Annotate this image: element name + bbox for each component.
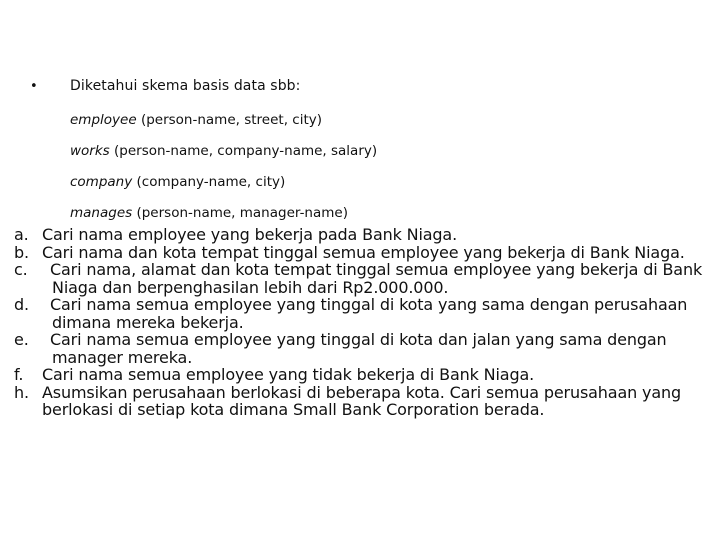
- schema-line-manages: manages (person-name, manager-name): [70, 205, 348, 221]
- task-e: e. Cari nama semua employee yang tinggal di kota dan jalan yang sama dengan manager mereka.: [14, 330, 667, 367]
- intro-section: [30, 78, 690, 236]
- intro-heading: Diketahui skema basis data sbb:: [70, 78, 301, 94]
- schema-line-employee: employee (person-name, street, city): [70, 112, 323, 128]
- task-f: f. Cari nama semua employee yang tidak bekerja di Bank Niaga.: [14, 365, 535, 384]
- task-d: d. Cari nama semua employee yang tinggal di kota yang sama dengan perusahaan dimana mereka bekerja.: [14, 295, 688, 332]
- bullet-icon: •: [30, 79, 38, 94]
- task-b: b. Cari nama dan kota tempat tinggal semua employee yang bekerja di Bank Niaga.: [14, 242, 685, 262]
- schema-line-works: works (person-name, company-name, salary): [70, 143, 378, 159]
- task-list: [14, 226, 714, 419]
- task-c: c. Cari nama, alamat dan kota tempat tinggal semua employee yang bekerja di Bank Niaga dan berpenghasilan lebih dari Rp2.000.000.: [14, 260, 703, 297]
- schema-line-company: company (company-name, city): [70, 174, 286, 190]
- task-a: a. Cari nama employee yang bekerja pada Bank Niaga.: [14, 225, 458, 244]
- schema-list: [70, 112, 690, 221]
- task-h: h. Asumsikan perusahaan berlokasi di beberapa kota. Cari semua perusahaan yang berlokasi di setiap kota dimana Small Bank Corporation berada.: [14, 382, 682, 419]
